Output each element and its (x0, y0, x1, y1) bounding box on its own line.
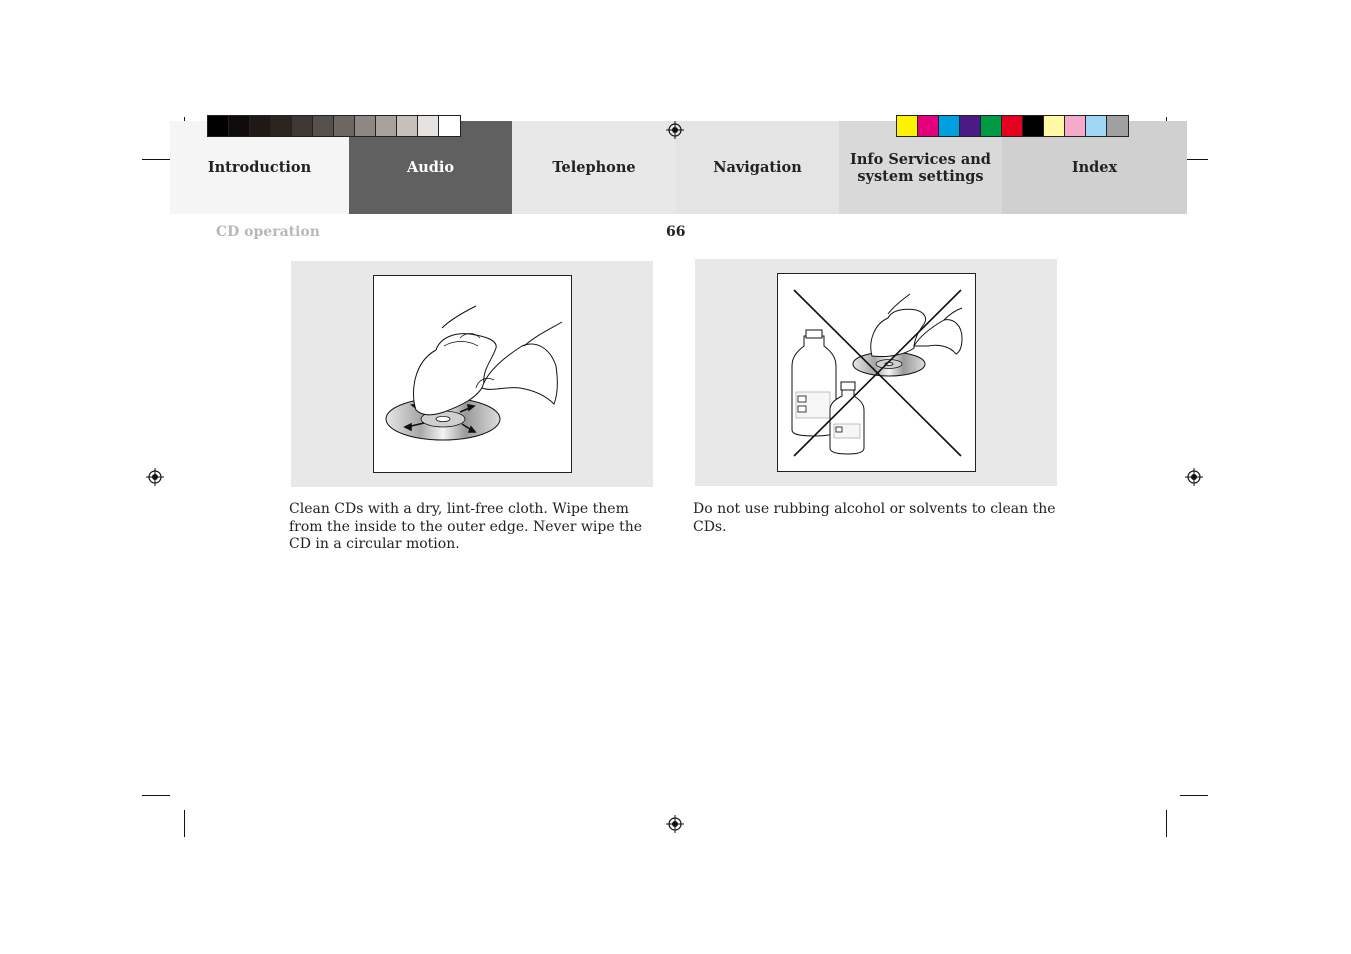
color-swatch (355, 116, 376, 136)
color-swatch (418, 116, 439, 136)
tab-label: Info Services and system settings (850, 150, 991, 185)
color-swatch (397, 116, 418, 136)
color-swatch (1107, 116, 1128, 136)
registration-mark-icon (666, 815, 684, 833)
registration-mark-icon (1185, 468, 1203, 486)
color-bar (896, 115, 1129, 137)
color-swatch (313, 116, 334, 136)
color-swatch (918, 116, 939, 136)
color-swatch (292, 116, 313, 136)
color-swatch (1065, 116, 1086, 136)
tab-telephone[interactable] (512, 121, 676, 214)
tab-label: Index (1071, 159, 1118, 176)
color-swatch (897, 116, 918, 136)
color-swatch (1002, 116, 1023, 136)
color-swatch (250, 116, 271, 136)
page-number: 66 (666, 224, 686, 240)
color-swatch (208, 116, 229, 136)
crop-mark (142, 159, 170, 160)
color-swatch (271, 116, 292, 136)
cd-cleaning-illustration (373, 275, 572, 473)
color-swatch (376, 116, 397, 136)
tab-label: Introduction (207, 159, 312, 176)
figure-caption: Do not use rubbing alcohol or solvents to clean the CDs. (693, 501, 1056, 535)
solvent-warning-illustration (777, 273, 976, 472)
crop-mark (1180, 795, 1208, 796)
color-swatch (1023, 116, 1044, 136)
color-swatch (939, 116, 960, 136)
color-swatch (960, 116, 981, 136)
color-swatch (439, 116, 460, 136)
crop-mark (142, 795, 170, 796)
crop-mark (184, 810, 185, 837)
color-swatch (334, 116, 355, 136)
color-swatch (1086, 116, 1107, 136)
tab-label: Audio (406, 159, 455, 176)
tab-label: Telephone (552, 159, 636, 176)
crop-mark (1166, 810, 1167, 837)
gray-color-bar (207, 115, 461, 137)
color-swatch (1044, 116, 1065, 136)
section-title: CD operation (216, 224, 320, 240)
registration-mark-icon (146, 468, 164, 486)
color-swatch (229, 116, 250, 136)
figure-caption: Clean CDs with a dry, lint-free cloth. Wipe them from the inside to the outer edge. Never wipe the CD in a circular motion. (289, 501, 642, 552)
tab-label: Navigation (713, 159, 802, 176)
tab-navigation[interactable] (676, 121, 839, 214)
registration-mark-icon (666, 121, 684, 139)
color-swatch (981, 116, 1002, 136)
